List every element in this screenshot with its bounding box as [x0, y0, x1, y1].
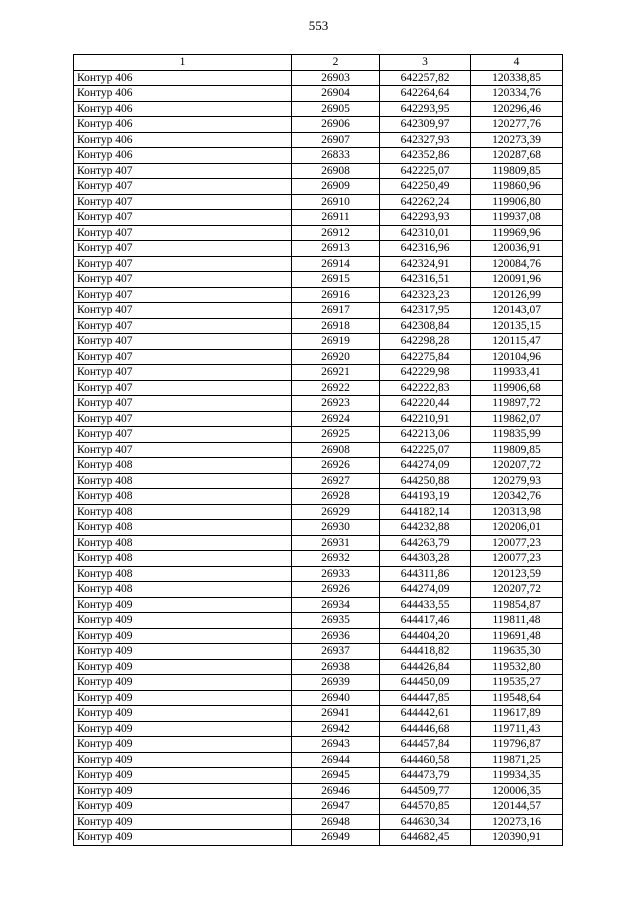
- x-coordinate-cell: 642275,84: [380, 349, 471, 365]
- table-row: [74, 597, 563, 613]
- table-row: [74, 179, 563, 195]
- contour-name-cell: Контур 407: [74, 365, 292, 381]
- table-row: [74, 737, 563, 753]
- table-row: [74, 442, 563, 458]
- x-coordinate-cell: 642316,96: [380, 241, 471, 257]
- contour-name-cell: Контур 407: [74, 210, 292, 226]
- contour-name-cell: Контур 408: [74, 504, 292, 520]
- y-coordinate-cell: 119535,27: [471, 675, 563, 691]
- x-coordinate-cell: 642222,83: [380, 380, 471, 396]
- y-coordinate-cell: 119711,43: [471, 721, 563, 737]
- x-coordinate-cell: 644442,61: [380, 706, 471, 722]
- point-number-cell: 26927: [292, 473, 380, 489]
- x-coordinate-cell: 644630,34: [380, 814, 471, 830]
- point-number-cell: 26932: [292, 551, 380, 567]
- contour-name-cell: Контур 408: [74, 520, 292, 536]
- y-coordinate-cell: 119532,80: [471, 659, 563, 675]
- table-row: [74, 644, 563, 660]
- x-coordinate-cell: 642213,06: [380, 427, 471, 443]
- table-row: [74, 814, 563, 830]
- point-number-cell: 26926: [292, 458, 380, 474]
- point-number-cell: 26914: [292, 256, 380, 272]
- point-number-cell: 26910: [292, 194, 380, 210]
- contour-name-cell: Контур 407: [74, 179, 292, 195]
- point-number-cell: 26945: [292, 768, 380, 784]
- contour-name-cell: Контур 408: [74, 582, 292, 598]
- y-coordinate-cell: 120273,39: [471, 132, 563, 148]
- table-row: [74, 349, 563, 365]
- y-coordinate-cell: 120279,93: [471, 473, 563, 489]
- table-row: [74, 380, 563, 396]
- x-coordinate-cell: 644460,58: [380, 752, 471, 768]
- x-coordinate-cell: 644274,09: [380, 458, 471, 474]
- x-coordinate-cell: 642225,07: [380, 442, 471, 458]
- x-coordinate-cell: 644274,09: [380, 582, 471, 598]
- x-coordinate-cell: 642310,01: [380, 225, 471, 241]
- y-coordinate-cell: 119860,96: [471, 179, 563, 195]
- table-row: [74, 303, 563, 319]
- point-number-cell: 26926: [292, 582, 380, 598]
- point-number-cell: 26930: [292, 520, 380, 536]
- x-coordinate-cell: 642293,95: [380, 101, 471, 117]
- coordinates-table: [73, 54, 563, 846]
- x-coordinate-cell: 644446,68: [380, 721, 471, 737]
- y-coordinate-cell: 120273,16: [471, 814, 563, 830]
- column-header-2: 2: [292, 55, 380, 71]
- x-coordinate-cell: 642257,82: [380, 70, 471, 86]
- y-coordinate-cell: 119871,25: [471, 752, 563, 768]
- x-coordinate-cell: 644457,84: [380, 737, 471, 753]
- y-coordinate-cell: 120006,35: [471, 783, 563, 799]
- x-coordinate-cell: 642229,98: [380, 365, 471, 381]
- point-number-cell: 26908: [292, 163, 380, 179]
- column-header-1: 1: [74, 55, 292, 71]
- x-coordinate-cell: 644418,82: [380, 644, 471, 660]
- x-coordinate-cell: 642327,93: [380, 132, 471, 148]
- table-row: [74, 659, 563, 675]
- y-coordinate-cell: 120126,99: [471, 287, 563, 303]
- x-coordinate-cell: 644570,85: [380, 799, 471, 815]
- x-coordinate-cell: 644433,55: [380, 597, 471, 613]
- x-coordinate-cell: 644263,79: [380, 535, 471, 551]
- x-coordinate-cell: 642225,07: [380, 163, 471, 179]
- x-coordinate-cell: 644417,46: [380, 613, 471, 629]
- point-number-cell: 26903: [292, 70, 380, 86]
- x-coordinate-cell: 642308,84: [380, 318, 471, 334]
- contour-name-cell: Контур 409: [74, 706, 292, 722]
- table-row: [74, 334, 563, 350]
- y-coordinate-cell: 119934,35: [471, 768, 563, 784]
- point-number-cell: 26935: [292, 613, 380, 629]
- contour-name-cell: Контур 409: [74, 799, 292, 815]
- table-row: [74, 287, 563, 303]
- table-row: [74, 101, 563, 117]
- y-coordinate-cell: 120313,98: [471, 504, 563, 520]
- point-number-cell: 26934: [292, 597, 380, 613]
- point-number-cell: 26938: [292, 659, 380, 675]
- contour-name-cell: Контур 408: [74, 458, 292, 474]
- y-coordinate-cell: 119635,30: [471, 644, 563, 660]
- contour-name-cell: Контур 409: [74, 659, 292, 675]
- table-row: [74, 520, 563, 536]
- table-row: [74, 783, 563, 799]
- x-coordinate-cell: 642262,24: [380, 194, 471, 210]
- point-number-cell: 26949: [292, 830, 380, 846]
- contour-name-cell: Контур 409: [74, 690, 292, 706]
- point-number-cell: 26936: [292, 628, 380, 644]
- x-coordinate-cell: 644232,88: [380, 520, 471, 536]
- point-number-cell: 26948: [292, 814, 380, 830]
- x-coordinate-cell: 644473,79: [380, 768, 471, 784]
- point-number-cell: 26939: [292, 675, 380, 691]
- table-row: [74, 551, 563, 567]
- y-coordinate-cell: 120077,23: [471, 551, 563, 567]
- y-coordinate-cell: 120287,68: [471, 148, 563, 164]
- x-coordinate-cell: 644509,77: [380, 783, 471, 799]
- y-coordinate-cell: 119937,08: [471, 210, 563, 226]
- y-coordinate-cell: 120338,85: [471, 70, 563, 86]
- table-row: [74, 613, 563, 629]
- table-row: [74, 721, 563, 737]
- point-number-cell: 26911: [292, 210, 380, 226]
- table-row: [74, 365, 563, 381]
- point-number-cell: 26913: [292, 241, 380, 257]
- page-number: 553: [308, 18, 329, 33]
- table-row: [74, 830, 563, 846]
- x-coordinate-cell: 642210,91: [380, 411, 471, 427]
- contour-name-cell: Контур 409: [74, 752, 292, 768]
- x-coordinate-cell: 642352,86: [380, 148, 471, 164]
- x-coordinate-cell: 644447,85: [380, 690, 471, 706]
- x-coordinate-cell: 642298,28: [380, 334, 471, 350]
- table-row: [74, 799, 563, 815]
- point-number-cell: 26907: [292, 132, 380, 148]
- x-coordinate-cell: 644303,28: [380, 551, 471, 567]
- table-row: [74, 163, 563, 179]
- point-number-cell: 26922: [292, 380, 380, 396]
- point-number-cell: 26929: [292, 504, 380, 520]
- contour-name-cell: Контур 409: [74, 783, 292, 799]
- table-row: [74, 70, 563, 86]
- y-coordinate-cell: 119809,85: [471, 442, 563, 458]
- point-number-cell: 26905: [292, 101, 380, 117]
- point-number-cell: 26940: [292, 690, 380, 706]
- contour-name-cell: Контур 406: [74, 101, 292, 117]
- table-row: [74, 427, 563, 443]
- y-coordinate-cell: 119835,99: [471, 427, 563, 443]
- y-coordinate-cell: 120334,76: [471, 86, 563, 102]
- contour-name-cell: Контур 406: [74, 86, 292, 102]
- y-coordinate-cell: 119862,07: [471, 411, 563, 427]
- contour-name-cell: Контур 407: [74, 194, 292, 210]
- point-number-cell: 26918: [292, 318, 380, 334]
- y-coordinate-cell: 119897,72: [471, 396, 563, 412]
- x-coordinate-cell: 644426,84: [380, 659, 471, 675]
- point-number-cell: 26921: [292, 365, 380, 381]
- y-coordinate-cell: 120206,01: [471, 520, 563, 536]
- contour-name-cell: Контур 409: [74, 721, 292, 737]
- table-row: [74, 582, 563, 598]
- point-number-cell: 26933: [292, 566, 380, 582]
- contour-name-cell: Контур 409: [74, 768, 292, 784]
- contour-name-cell: Контур 409: [74, 613, 292, 629]
- point-number-cell: 26941: [292, 706, 380, 722]
- y-coordinate-cell: 119811,48: [471, 613, 563, 629]
- table-body: [74, 70, 563, 845]
- contour-name-cell: Контур 407: [74, 427, 292, 443]
- y-coordinate-cell: 120104,96: [471, 349, 563, 365]
- contour-name-cell: Контур 407: [74, 349, 292, 365]
- x-coordinate-cell: 642323,23: [380, 287, 471, 303]
- point-number-cell: 26942: [292, 721, 380, 737]
- point-number-cell: 26915: [292, 272, 380, 288]
- table-row: [74, 132, 563, 148]
- x-coordinate-cell: 644404,20: [380, 628, 471, 644]
- contour-name-cell: Контур 406: [74, 132, 292, 148]
- contour-name-cell: Контур 407: [74, 272, 292, 288]
- y-coordinate-cell: 120115,47: [471, 334, 563, 350]
- contour-name-cell: Контур 407: [74, 380, 292, 396]
- y-coordinate-cell: 120123,59: [471, 566, 563, 582]
- table-row: [74, 148, 563, 164]
- table-row: [74, 489, 563, 505]
- contour-name-cell: Контур 407: [74, 225, 292, 241]
- contour-name-cell: Контур 409: [74, 675, 292, 691]
- point-number-cell: 26908: [292, 442, 380, 458]
- table-row: [74, 504, 563, 520]
- contour-name-cell: Контур 409: [74, 628, 292, 644]
- x-coordinate-cell: 642293,93: [380, 210, 471, 226]
- contour-name-cell: Контур 408: [74, 566, 292, 582]
- x-coordinate-cell: 644450,09: [380, 675, 471, 691]
- y-coordinate-cell: 119617,89: [471, 706, 563, 722]
- y-coordinate-cell: 119809,85: [471, 163, 563, 179]
- y-coordinate-cell: 119906,68: [471, 380, 563, 396]
- y-coordinate-cell: 119854,87: [471, 597, 563, 613]
- y-coordinate-cell: 120091,96: [471, 272, 563, 288]
- table-row: [74, 458, 563, 474]
- contour-name-cell: Контур 408: [74, 489, 292, 505]
- table-row: [74, 675, 563, 691]
- y-coordinate-cell: 119548,64: [471, 690, 563, 706]
- point-number-cell: 26917: [292, 303, 380, 319]
- contour-name-cell: Контур 408: [74, 551, 292, 567]
- table-row: [74, 194, 563, 210]
- contour-name-cell: Контур 407: [74, 241, 292, 257]
- point-number-cell: 26916: [292, 287, 380, 303]
- contour-name-cell: Контур 409: [74, 737, 292, 753]
- table-row: [74, 690, 563, 706]
- point-number-cell: 26924: [292, 411, 380, 427]
- header-row: [74, 55, 563, 71]
- x-coordinate-cell: 644311,86: [380, 566, 471, 582]
- x-coordinate-cell: 642316,51: [380, 272, 471, 288]
- table-row: [74, 706, 563, 722]
- contour-name-cell: Контур 407: [74, 411, 292, 427]
- table-row: [74, 396, 563, 412]
- table-row: [74, 535, 563, 551]
- y-coordinate-cell: 120342,76: [471, 489, 563, 505]
- contour-name-cell: Контур 409: [74, 597, 292, 613]
- point-number-cell: 26906: [292, 117, 380, 133]
- contour-name-cell: Контур 407: [74, 163, 292, 179]
- point-number-cell: 26919: [292, 334, 380, 350]
- contour-name-cell: Контур 407: [74, 287, 292, 303]
- contour-name-cell: Контур 407: [74, 318, 292, 334]
- contour-name-cell: Контур 409: [74, 814, 292, 830]
- contour-name-cell: Контур 409: [74, 644, 292, 660]
- y-coordinate-cell: 119691,48: [471, 628, 563, 644]
- x-coordinate-cell: 644682,45: [380, 830, 471, 846]
- point-number-cell: 26944: [292, 752, 380, 768]
- x-coordinate-cell: 642220,44: [380, 396, 471, 412]
- table-row: [74, 241, 563, 257]
- x-coordinate-cell: 642250,49: [380, 179, 471, 195]
- y-coordinate-cell: 120390,91: [471, 830, 563, 846]
- point-number-cell: 26937: [292, 644, 380, 660]
- table-row: [74, 628, 563, 644]
- y-coordinate-cell: 120296,46: [471, 101, 563, 117]
- x-coordinate-cell: 644193,19: [380, 489, 471, 505]
- y-coordinate-cell: 120207,72: [471, 582, 563, 598]
- table-row: [74, 768, 563, 784]
- point-number-cell: 26912: [292, 225, 380, 241]
- x-coordinate-cell: 642309,97: [380, 117, 471, 133]
- point-number-cell: 26928: [292, 489, 380, 505]
- point-number-cell: 26904: [292, 86, 380, 102]
- point-number-cell: 26923: [292, 396, 380, 412]
- contour-name-cell: Контур 408: [74, 473, 292, 489]
- table-row: [74, 752, 563, 768]
- x-coordinate-cell: 644250,88: [380, 473, 471, 489]
- y-coordinate-cell: 120135,15: [471, 318, 563, 334]
- contour-name-cell: Контур 407: [74, 396, 292, 412]
- contour-name-cell: Контур 408: [74, 535, 292, 551]
- point-number-cell: 26909: [292, 179, 380, 195]
- contour-name-cell: Контур 409: [74, 830, 292, 846]
- point-number-cell: 26925: [292, 427, 380, 443]
- y-coordinate-cell: 120144,57: [471, 799, 563, 815]
- y-coordinate-cell: 120207,72: [471, 458, 563, 474]
- x-coordinate-cell: 642324,91: [380, 256, 471, 272]
- y-coordinate-cell: 120277,76: [471, 117, 563, 133]
- y-coordinate-cell: 120036,91: [471, 241, 563, 257]
- point-number-cell: 26946: [292, 783, 380, 799]
- point-number-cell: 26833: [292, 148, 380, 164]
- table-row: [74, 210, 563, 226]
- table-row: [74, 86, 563, 102]
- table-row: [74, 411, 563, 427]
- table-row: [74, 318, 563, 334]
- y-coordinate-cell: 120143,07: [471, 303, 563, 319]
- table-row: [74, 566, 563, 582]
- contour-name-cell: Контур 407: [74, 256, 292, 272]
- x-coordinate-cell: 644182,14: [380, 504, 471, 520]
- contour-name-cell: Контур 407: [74, 303, 292, 319]
- point-number-cell: 26947: [292, 799, 380, 815]
- contour-name-cell: Контур 406: [74, 117, 292, 133]
- y-coordinate-cell: 119933,41: [471, 365, 563, 381]
- table-row: [74, 256, 563, 272]
- y-coordinate-cell: 120084,76: [471, 256, 563, 272]
- table-row: [74, 225, 563, 241]
- contour-name-cell: Контур 406: [74, 70, 292, 86]
- table-row: [74, 272, 563, 288]
- column-header-4: 4: [471, 55, 563, 71]
- y-coordinate-cell: 119796,87: [471, 737, 563, 753]
- table-row: [74, 473, 563, 489]
- y-coordinate-cell: 119969,96: [471, 225, 563, 241]
- column-header-3: 3: [380, 55, 471, 71]
- contour-name-cell: Контур 407: [74, 442, 292, 458]
- y-coordinate-cell: 119906,80: [471, 194, 563, 210]
- contour-name-cell: Контур 406: [74, 148, 292, 164]
- point-number-cell: 26920: [292, 349, 380, 365]
- y-coordinate-cell: 120077,23: [471, 535, 563, 551]
- table-row: [74, 117, 563, 133]
- x-coordinate-cell: 642264,64: [380, 86, 471, 102]
- contour-name-cell: Контур 407: [74, 334, 292, 350]
- point-number-cell: 26943: [292, 737, 380, 753]
- x-coordinate-cell: 642317,95: [380, 303, 471, 319]
- point-number-cell: 26931: [292, 535, 380, 551]
